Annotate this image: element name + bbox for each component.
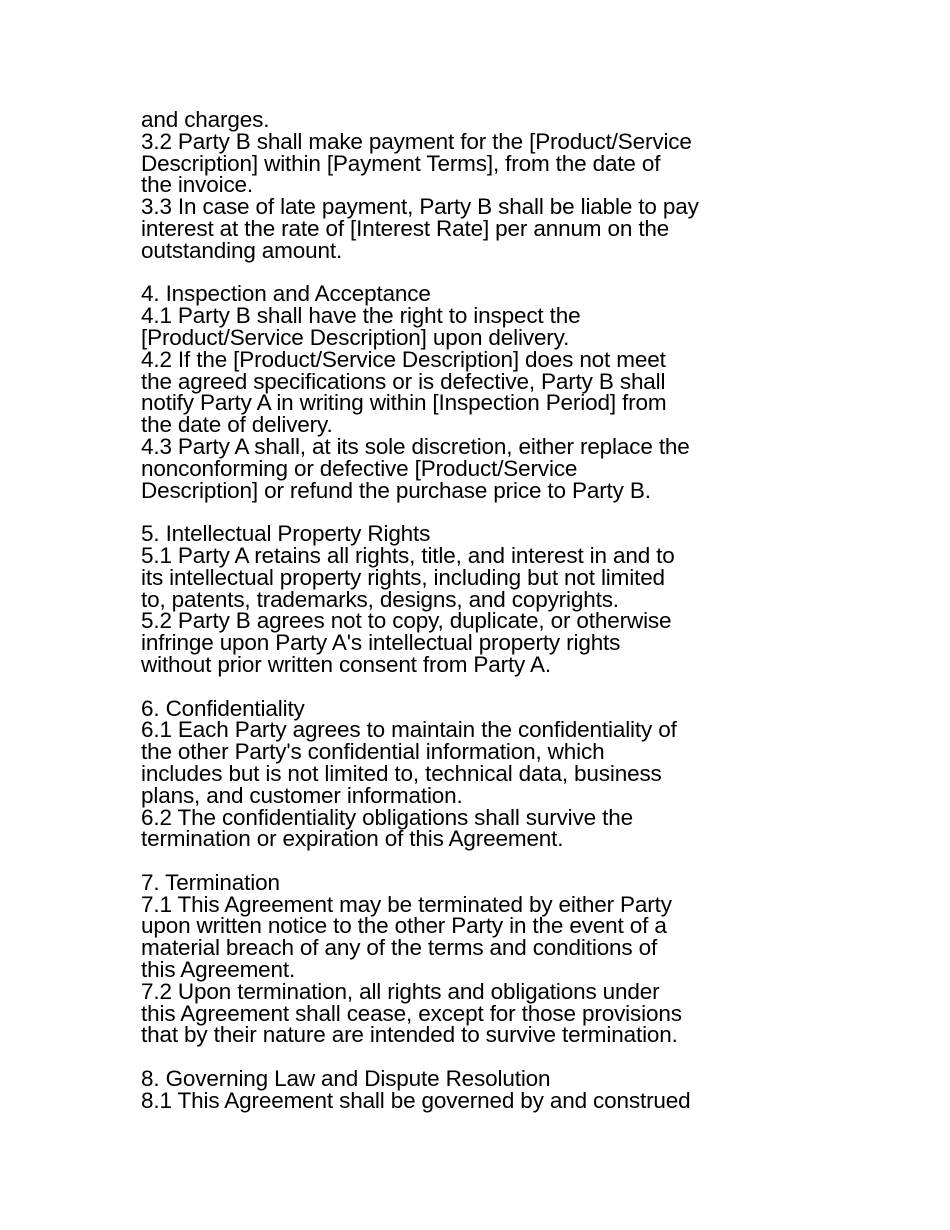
body-line: Description] or refund the purchase price to Party B.: [141, 477, 651, 503]
clause-line: 5.2 Party B agrees not to copy, duplicate, or otherwise: [141, 608, 672, 634]
body-line: upon written notice to the other Party in the event of a: [141, 913, 667, 939]
clause-line: 4.3 Party A shall, at its sole discretion, either replace the: [141, 433, 690, 459]
body-line: the other Party's confidential information, which: [141, 739, 605, 765]
body-line: that by their nature are intended to survive termination.: [141, 1022, 678, 1048]
body-line: notify Party A in writing within [Inspection Period] from: [141, 390, 667, 416]
clause-line: 8.1 This Agreement shall be governed by and construed: [141, 1087, 691, 1113]
paragraph-spacer: [141, 501, 841, 523]
clause-line: 4.1 Party B shall have the right to inspect the: [141, 303, 581, 329]
body-line: its intellectual property rights, including but not limited: [141, 564, 665, 590]
paragraph-spacer: [141, 850, 841, 872]
clause-line: 4.2 If the [Product/Service Description] does not meet: [141, 346, 666, 372]
clause-line: 3.3 In case of late payment, Party B shall be liable to pay: [141, 194, 699, 220]
clause-line: 6.2 The confidentiality obligations shall survive the: [141, 804, 633, 830]
body-line: the date of delivery.: [141, 412, 333, 438]
clause-line: 7.1 This Agreement may be terminated by either Party: [141, 891, 672, 917]
body-line: without prior written consent from Party A.: [141, 651, 551, 677]
paragraph-spacer: [141, 1046, 841, 1068]
body-line: infringe upon Party A's intellectual property rights: [141, 630, 621, 656]
body-line: the invoice.: [141, 172, 254, 198]
section-heading: 6. Confidentiality: [141, 695, 305, 721]
clause-line: 6.1 Each Party agrees to maintain the confidentiality of: [141, 717, 677, 743]
body-line: this Agreement.: [141, 957, 296, 983]
paragraph-spacer: [141, 262, 841, 284]
body-line: this Agreement shall cease, except for those provisions: [141, 1000, 682, 1026]
body-line: and charges.: [141, 107, 270, 132]
agreement-text: [141, 109, 841, 1112]
body-line: [Product/Service Description] upon delivery.: [141, 324, 570, 350]
body-line: interest at the rate of [Interest Rate] per annum on the: [141, 215, 670, 241]
clause-line: 7.2 Upon termination, all rights and obligations under: [141, 978, 660, 1004]
body-line: material breach of any of the terms and conditions of: [141, 935, 658, 961]
body-line: outstanding amount.: [141, 237, 343, 263]
section-heading: 5. Intellectual Property Rights: [141, 521, 431, 547]
section-heading: 4. Inspection and Acceptance: [141, 281, 431, 307]
body-line: to, patents, trademarks, designs, and copyrights.: [141, 586, 619, 612]
body-line: nonconforming or defective [Product/Service: [141, 455, 578, 481]
body-line: termination or expiration of this Agreement.: [141, 826, 564, 852]
clause-line: 5.1 Party A retains all rights, title, and interest in and to: [141, 542, 675, 568]
clause-line: 3.2 Party B shall make payment for the [Product/Service: [141, 128, 692, 154]
section-heading: 7. Termination: [141, 869, 280, 895]
body-line: plans, and customer information.: [141, 782, 463, 808]
body-line: Description] within [Payment Terms], from the date of: [141, 150, 661, 176]
body-line: includes but is not limited to, technical data, business: [141, 760, 662, 786]
section-heading: 8. Governing Law and Dispute Resolution: [141, 1066, 551, 1092]
body-line: the agreed specifications or is defective, Party B shall: [141, 368, 666, 394]
paragraph-spacer: [141, 676, 841, 698]
